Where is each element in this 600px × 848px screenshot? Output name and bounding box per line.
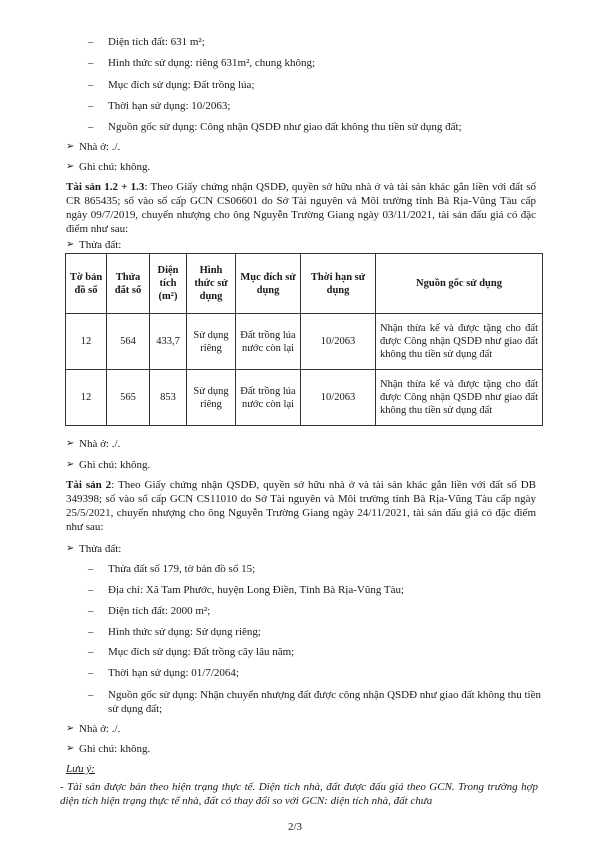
cell-area: 853 bbox=[150, 370, 187, 426]
cell-map-sheet: 12 bbox=[66, 370, 107, 426]
asset2-title: Tài sản 2 bbox=[66, 479, 112, 491]
cell-purpose: Đất trồng lúa nước còn lại bbox=[236, 370, 301, 426]
dash-marker: – bbox=[88, 79, 94, 91]
col-map-sheet: Tờ bản đồ số bbox=[66, 254, 107, 314]
dash-marker: – bbox=[88, 584, 94, 596]
dash-marker: – bbox=[88, 646, 94, 658]
asset2-area-text: Diện tích đất: 2000 m²; bbox=[108, 605, 211, 617]
asset2-paragraph bbox=[66, 478, 536, 534]
asset2-text: : Theo Giấy chứng nhận QSDĐ, quyền sở hữu nhà ở và tài sản khác gắn liền với đất số DB 349398; số vào sổ cấp GCN CS11010 do Sở Tài nguyên và Môi trường tỉnh Bà Rịa-Vũng Tàu cấp ngày 25/5/2021, chuyển nhượng cho ông Nguyễn Trường Giang ngày 24/11/2021, tài sản đấu giá có đặc điểm như sau: bbox=[66, 479, 536, 533]
dash-marker: – bbox=[88, 667, 94, 679]
asset12-note-text: Ghi chú: không. bbox=[79, 459, 151, 471]
asset2-note-text: Ghi chú: không. bbox=[79, 743, 151, 755]
arrow-bullet-icon: ➢ bbox=[66, 723, 75, 734]
asset2-purpose-text: Mục đích sử dụng: Đất trồng cây lâu năm; bbox=[108, 646, 295, 658]
asset2-parcel-text: Thửa đất số 179, tờ bản đồ số 15; bbox=[108, 563, 256, 575]
remarks-title: Lưu ý: bbox=[66, 763, 95, 775]
asset12-paragraph bbox=[66, 180, 536, 236]
arrow-bullet-icon: ➢ bbox=[66, 543, 75, 554]
dash-marker: – bbox=[88, 689, 94, 701]
cell-parcel: 565 bbox=[107, 370, 150, 426]
col-term: Thời hạn sử dụng bbox=[301, 254, 376, 314]
land-table bbox=[65, 253, 543, 426]
cell-term: 10/2063 bbox=[301, 370, 376, 426]
asset12-land-label-text: Thửa đất: bbox=[79, 239, 122, 251]
dash-marker: – bbox=[88, 563, 94, 575]
asset2-house-text: Nhà ở: ./. bbox=[79, 723, 121, 735]
remarks-text: - Tài sản được bán theo hiện trạng thực tế. Diện tích nhà, đất được đấu giá theo GCN. Trong trường hợp diện tích hiện trạng thực tế nhà, đất có thay đổi so với GCN: diện tích nhà, đất chưa bbox=[60, 781, 538, 807]
asset1-house-text: Nhà ở: ./. bbox=[79, 141, 121, 153]
page-number: 2/3 bbox=[288, 821, 303, 833]
cell-origin: Nhận thừa kế và được tặng cho đất được Công nhận QSDĐ như giao đất không thu tiền sử dụng đất bbox=[376, 370, 543, 426]
asset1-origin-text: Nguồn gốc sử dụng: Công nhận QSDĐ như giao đất không thu tiền sử dụng đất; bbox=[108, 121, 462, 133]
cell-area: 433,7 bbox=[150, 314, 187, 370]
asset12-house-text: Nhà ở: ./. bbox=[79, 438, 121, 450]
arrow-bullet-icon: ➢ bbox=[66, 438, 75, 449]
col-area: Diện tích (m²) bbox=[150, 254, 187, 314]
cell-map-sheet: 12 bbox=[66, 314, 107, 370]
cell-use-form: Sử dụng riêng bbox=[187, 370, 236, 426]
asset1-note-text: Ghi chú: không. bbox=[79, 161, 151, 173]
table-row bbox=[66, 314, 543, 370]
arrow-bullet-icon: ➢ bbox=[66, 743, 75, 754]
land-table-header-row bbox=[66, 254, 543, 314]
dash-marker: – bbox=[88, 100, 94, 112]
asset12-text: : Theo Giấy chứng nhận QSDĐ, quyền sở hữu nhà ở và tài sản khác gắn liền với đất số CR 865435; số vào sổ cấp GCN CS06601 do Sở Tài nguyên và Môi trường tỉnh Bà Rịa-Vũng Tàu cấp ngày 09/7/2019, chuyển nhượng cho ông Nguyễn Trường Giang ngày 03/11/2021, tài sản đấu giá có đặc điểm như sau: bbox=[66, 181, 536, 235]
asset12-title: Tài sản 1.2 + 1.3 bbox=[66, 181, 145, 193]
asset2-term-text: Thời hạn sử dụng: 01/7/2064; bbox=[108, 667, 239, 679]
dash-marker: – bbox=[88, 121, 94, 133]
arrow-bullet-icon: ➢ bbox=[66, 161, 75, 172]
col-origin: Nguồn gốc sử dụng bbox=[376, 254, 543, 314]
cell-origin: Nhận thừa kế và được tặng cho đất được Công nhận QSDĐ như giao đất không thu tiền sử dụng đất bbox=[376, 314, 543, 370]
arrow-bullet-icon: ➢ bbox=[66, 141, 75, 152]
asset2-use-form-text: Hình thức sử dụng: Sử dụng riêng; bbox=[108, 626, 261, 638]
asset2-land-label-text: Thửa đất: bbox=[79, 543, 122, 555]
dash-marker: – bbox=[88, 57, 94, 69]
cell-parcel: 564 bbox=[107, 314, 150, 370]
cell-use-form: Sử dụng riêng bbox=[187, 314, 236, 370]
asset1-purpose-text: Mục đích sử dụng: Đất trồng lúa; bbox=[108, 79, 255, 91]
cell-term: 10/2063 bbox=[301, 314, 376, 370]
arrow-bullet-icon: ➢ bbox=[66, 459, 75, 470]
dash-marker: – bbox=[88, 605, 94, 617]
table-row bbox=[66, 370, 543, 426]
dash-marker: – bbox=[88, 36, 94, 48]
col-parcel: Thửa đất số bbox=[107, 254, 150, 314]
arrow-bullet-icon: ➢ bbox=[66, 239, 75, 250]
col-use-form: Hình thức sử dụng bbox=[187, 254, 236, 314]
asset1-use-form-text: Hình thức sử dụng: riêng 631m², chung không; bbox=[108, 57, 316, 69]
asset1-area-text: Diện tích đất: 631 m²; bbox=[108, 36, 205, 48]
dash-marker: – bbox=[88, 626, 94, 638]
col-purpose: Mục đích sử dụng bbox=[236, 254, 301, 314]
asset1-term-text: Thời hạn sử dụng: 10/2063; bbox=[108, 100, 231, 112]
cell-purpose: Đất trồng lúa nước còn lại bbox=[236, 314, 301, 370]
asset2-address-text: Địa chỉ: Xã Tam Phước, huyện Long Điền, Tỉnh Bà Rịa-Vũng Tàu; bbox=[108, 584, 405, 596]
asset2-origin-text: Nguồn gốc sử dụng: Nhận chuyển nhượng đất được công nhận QSDĐ như giao đất không thu tiền sử dụng đất; bbox=[108, 689, 541, 715]
